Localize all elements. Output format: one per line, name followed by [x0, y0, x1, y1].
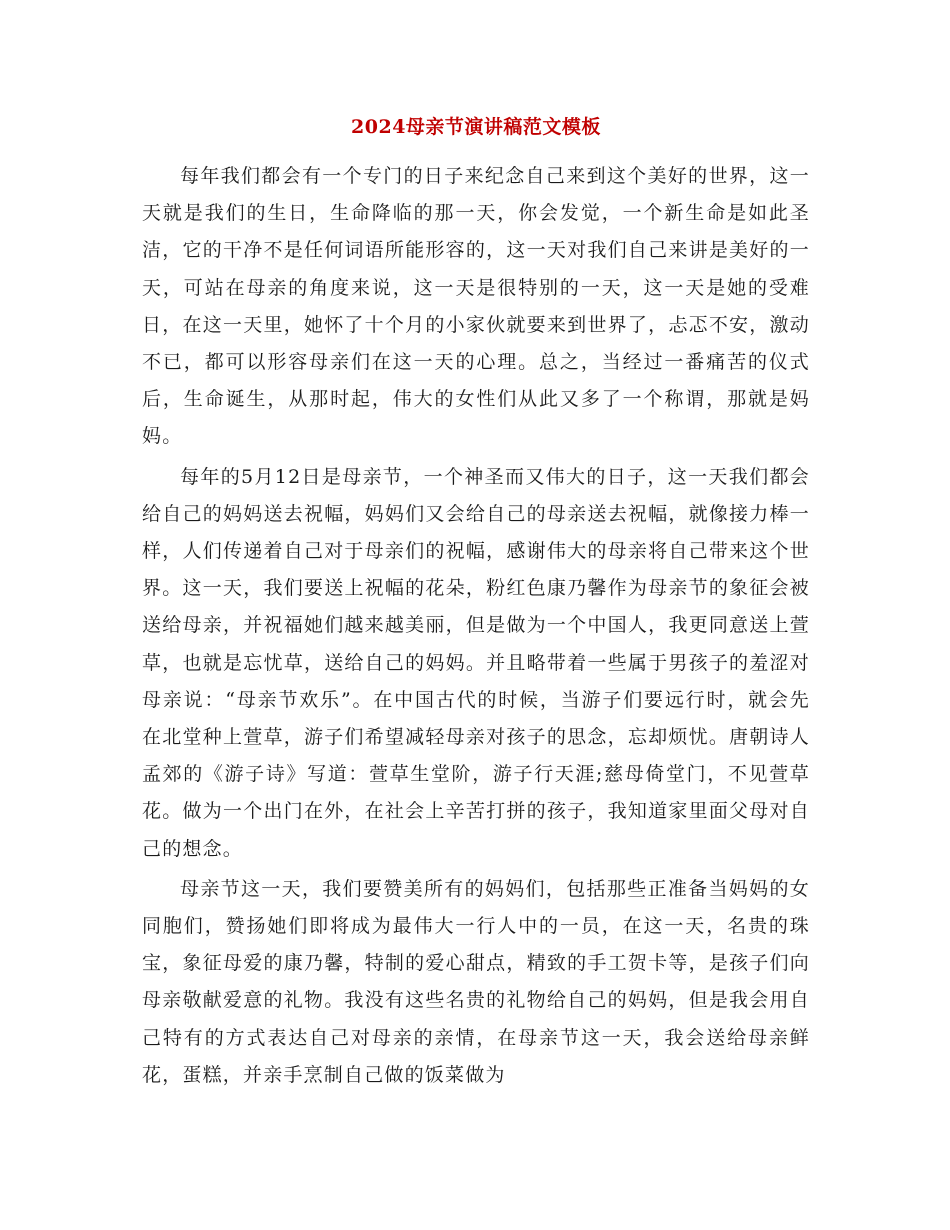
paragraph-2: 每年的5月12日是母亲节，一个神圣而又伟大的日子，这一天我们都会给自己的妈妈送去祝幅，妈妈们又会给自己的母亲送去祝幅，就像接力棒一样，人们传递着自己对于母亲们的祝幅，感谢伟大的母亲将自己带来这个世界。这一天，我们要送上祝幅的花朵，粉红色康乃馨作为母亲节的象征会被送给母亲，并祝福她们越来越美丽，但是做为一个中国人，我更同意送上萱草，也就是忘忧草，送给自己的妈妈。并且略带着一些属于男孩子的羞涩对母亲说：“母亲节欢乐”。在中国古代的时候，当游子们要远行时，就会先在北堂种上萱草，游子们希望减轻母亲对孩子的思念，忘却烦忧。唐朝诗人孟郊的《游子诗》写道：萱草生堂阶，游子行天涯;慈母倚堂门，不见萱草花。做为一个出门在外，在社会上辛苦打拼的孩子，我知道家里面父母对自己的想念。	[142, 465, 810, 860]
paragraph-3: 母亲节这一天，我们要赞美所有的妈妈们，包括那些正准备当妈妈的女同胞们，赞扬她们即将成为最伟大一行人中的一员，在这一天，名贵的珠宝，象征母爱的康乃馨，特制的爱心甜点，精致的手工贺卡等，是孩子们向母亲敬献爱意的礼物。我没有这些名贵的礼物给自己的妈妈，但是我会用自己特有的方式表达自己对母亲的亲情，在母亲节这一天，我会送给母亲鲜花，蛋糕，并亲手烹制自己做的饭菜做为	[142, 877, 810, 1086]
document-title: 2024母亲节演讲稿范文模板	[351, 116, 601, 138]
paragraph-1: 每年我们都会有一个专门的日子来纪念自己来到这个美好的世界，这一天就是我们的生日，生命降临的那一天，你会发觉，一个新生命是如此圣洁，它的干净不是任何词语所能形容的，这一天对我们自己来讲是美好的一天，可站在母亲的角度来说，这一天是很特别的一天，这一天是她的受难日，在这一天里，她怀了十个月的小家伙就要来到世界了，忐忑不安，激动不已，都可以形容母亲们在这一天的心理。总之，当经过一番痛苦的仪式后，生命诞生，从那时起，伟大的女性们从此又多了一个称谓，那就是妈妈。	[142, 165, 810, 448]
